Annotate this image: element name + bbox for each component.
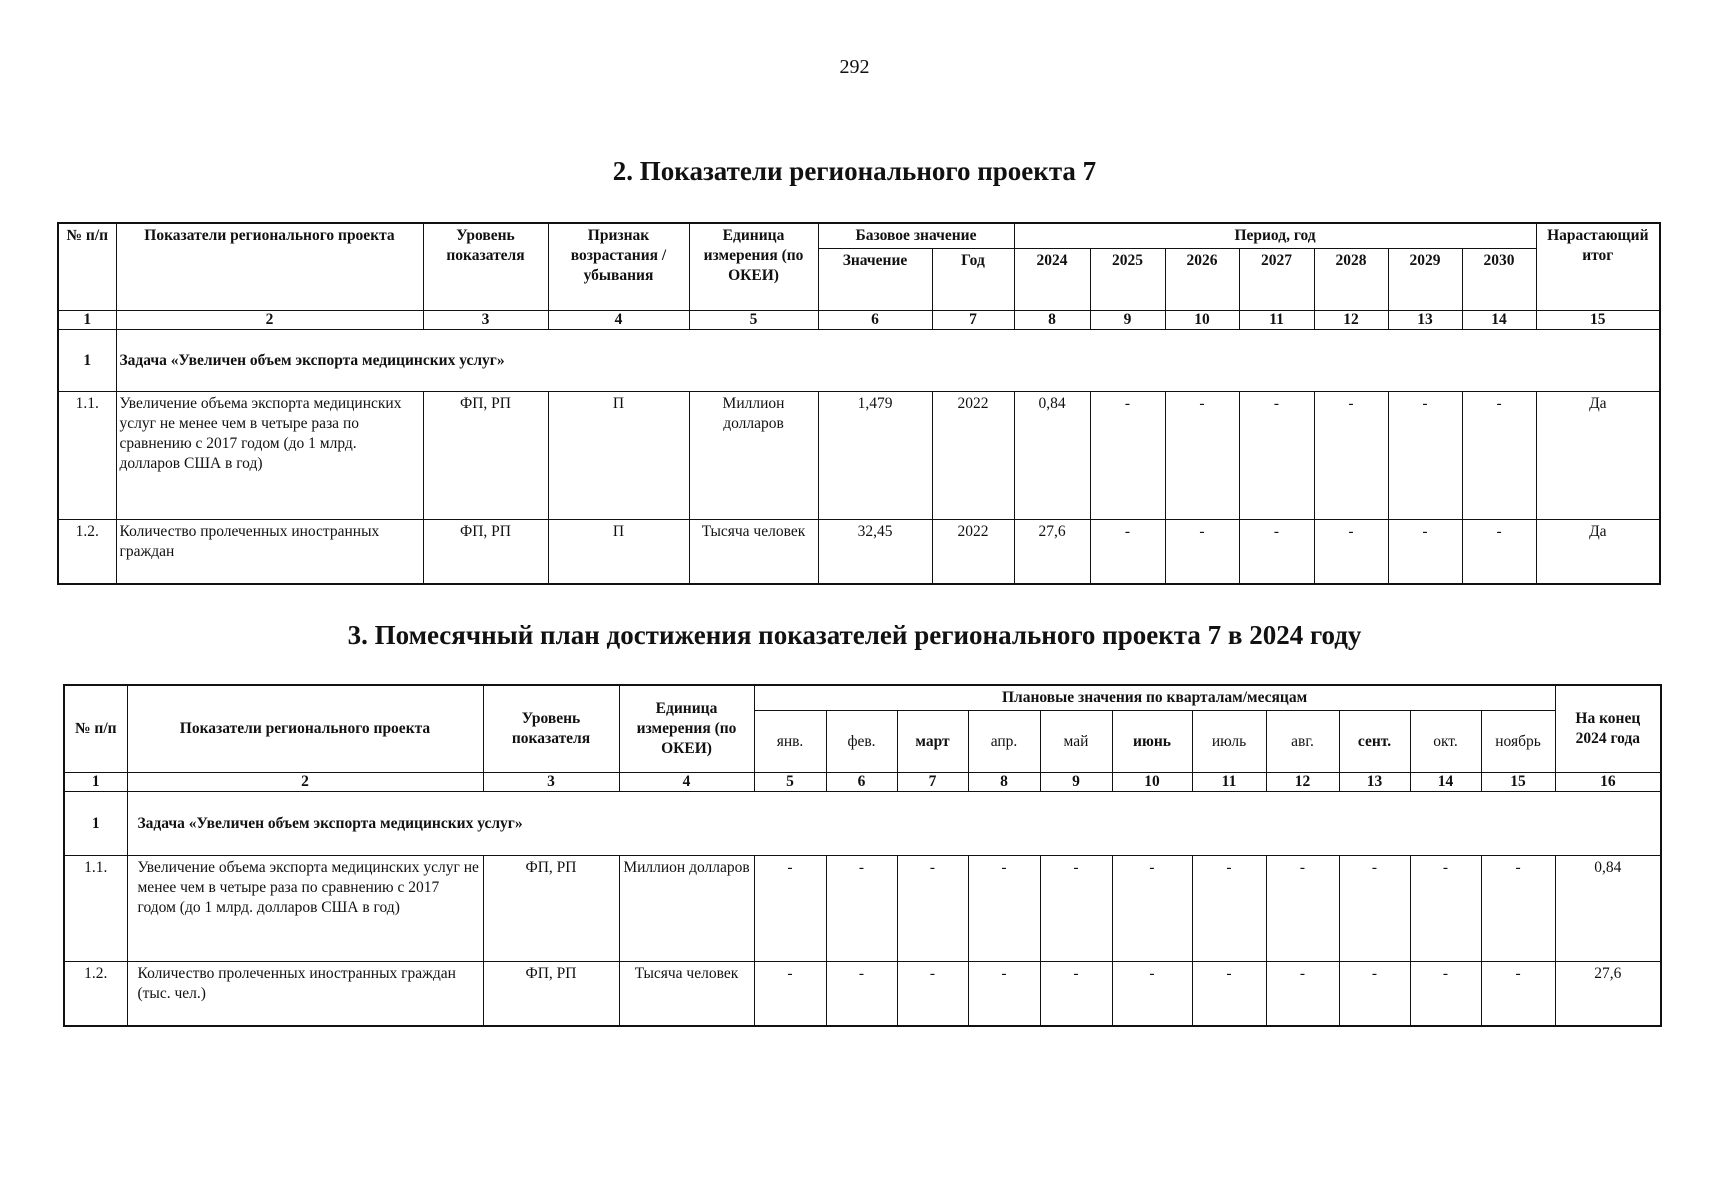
base-value: 1,479 [818, 392, 932, 520]
month-value: - [897, 962, 968, 1026]
column-index: 9 [1040, 773, 1112, 792]
col-header-year: 2028 [1314, 249, 1388, 311]
column-index: 14 [1462, 311, 1536, 330]
year-value: 27,6 [1014, 520, 1090, 584]
month-value: - [968, 962, 1040, 1026]
row-number: 1.2. [64, 962, 127, 1026]
column-index: 13 [1388, 311, 1462, 330]
monthly-plan-table [63, 684, 1662, 1027]
column-index: 4 [619, 773, 754, 792]
column-index: 15 [1536, 311, 1660, 330]
indicator-unit: Миллион долларов [689, 392, 818, 520]
month-value: - [1481, 962, 1555, 1026]
task-row [58, 330, 1660, 392]
indicator-unit: Тысяча человек [689, 520, 818, 584]
col-header-num: № п/п [58, 223, 116, 311]
column-index: 13 [1339, 773, 1410, 792]
cumulative-value: Да [1536, 392, 1660, 520]
month-value: - [1410, 962, 1481, 1026]
column-index: 3 [423, 311, 548, 330]
col-header-year: 2026 [1165, 249, 1239, 311]
col-header-month: сент. [1339, 711, 1410, 773]
column-index-row [64, 773, 1661, 792]
indicator-unit: Миллион долларов [619, 856, 754, 962]
col-header-year: 2027 [1239, 249, 1314, 311]
cumulative-value: Да [1536, 520, 1660, 584]
section-2-title: 2. Показатели регионального проекта 7 [612, 156, 1097, 186]
col-header-unit: Единица измерения (по ОКЕИ) [689, 223, 818, 311]
month-value: - [754, 962, 826, 1026]
column-index: 10 [1165, 311, 1239, 330]
year-value: - [1090, 392, 1165, 520]
year-value: 0,84 [1014, 392, 1090, 520]
year-value: - [1239, 392, 1314, 520]
col-header-period: Период, год [1014, 223, 1536, 249]
col-header-base-year: Год [932, 249, 1014, 311]
year-value: - [1165, 392, 1239, 520]
indicator-name: Количество пролеченных иностранных граждан (тыс. чел.) [127, 962, 483, 1026]
column-index: 11 [1239, 311, 1314, 330]
col-header-level: Уровень показателя [483, 685, 619, 773]
row-number: 1.2. [58, 520, 116, 584]
col-header-end-year: На конец 2024 года [1555, 685, 1661, 773]
month-value: - [1266, 856, 1339, 962]
month-value: - [1192, 856, 1266, 962]
column-index: 12 [1314, 311, 1388, 330]
table-row [58, 392, 1660, 520]
indicator-level: ФП, РП [423, 520, 548, 584]
base-value: 32,45 [818, 520, 932, 584]
month-value: - [754, 856, 826, 962]
table-row [64, 962, 1661, 1026]
column-index: 11 [1192, 773, 1266, 792]
col-header-month: авг. [1266, 711, 1339, 773]
column-index: 6 [826, 773, 897, 792]
indicators-table [57, 222, 1661, 585]
indicator-level: ФП, РП [483, 856, 619, 962]
col-header-month: июнь [1112, 711, 1192, 773]
column-index: 5 [754, 773, 826, 792]
column-index: 8 [1014, 311, 1090, 330]
table-row [64, 856, 1661, 962]
column-index: 5 [689, 311, 818, 330]
column-index: 8 [968, 773, 1040, 792]
indicator-unit: Тысяча человек [619, 962, 754, 1026]
col-header-month: май [1040, 711, 1112, 773]
task-text: Задача «Увеличен объем экспорта медицинских услуг» [116, 330, 1660, 392]
base-year: 2022 [932, 392, 1014, 520]
col-header-month: окт. [1410, 711, 1481, 773]
col-header-cumulative: Нарастающий итог [1536, 223, 1660, 311]
indicator-name: Количество пролеченных иностранных граждан [116, 520, 423, 584]
col-header-month: янв. [754, 711, 826, 773]
month-value: - [1339, 962, 1410, 1026]
indicator-level: ФП, РП [423, 392, 548, 520]
task-number: 1 [58, 330, 116, 392]
col-header-unit: Единица измерения (по ОКЕИ) [619, 685, 754, 773]
task-number: 1 [64, 792, 127, 856]
column-index: 2 [116, 311, 423, 330]
col-header-month: апр. [968, 711, 1040, 773]
month-value: - [897, 856, 968, 962]
col-header-year: 2025 [1090, 249, 1165, 311]
month-value: - [1192, 962, 1266, 1026]
base-year: 2022 [932, 520, 1014, 584]
indicator-sign: П [548, 520, 689, 584]
row-number: 1.1. [58, 392, 116, 520]
col-header-year: 2030 [1462, 249, 1536, 311]
row-number: 1.1. [64, 856, 127, 962]
year-value: - [1165, 520, 1239, 584]
col-header-base-value: Значение [818, 249, 932, 311]
column-index: 1 [58, 311, 116, 330]
column-index: 1 [64, 773, 127, 792]
col-header-year: 2029 [1388, 249, 1462, 311]
indicator-name: Увеличение объема экспорта медицинских услуг не менее чем в четыре раза по сравнению с 2017 годом (до 1 млрд. долларов США в год) [116, 392, 423, 520]
column-index: 7 [932, 311, 1014, 330]
month-value: - [1112, 856, 1192, 962]
year-value: - [1462, 392, 1536, 520]
month-value: - [1040, 856, 1112, 962]
column-index: 6 [818, 311, 932, 330]
col-header-base: Базовое значение [818, 223, 1014, 249]
column-index: 4 [548, 311, 689, 330]
month-value: - [826, 962, 897, 1026]
indicator-sign: П [548, 392, 689, 520]
column-index: 14 [1410, 773, 1481, 792]
column-index: 15 [1481, 773, 1555, 792]
page-number: 292 [839, 56, 870, 78]
column-index: 16 [1555, 773, 1661, 792]
month-value: - [1410, 856, 1481, 962]
col-header-sign: Признак возрастания / убывания [548, 223, 689, 311]
table-row [58, 520, 1660, 584]
month-value: - [826, 856, 897, 962]
col-header-month: март [897, 711, 968, 773]
month-value: - [1481, 856, 1555, 962]
col-header-month: фев. [826, 711, 897, 773]
end-year-value: 27,6 [1555, 962, 1661, 1026]
year-value: - [1388, 392, 1462, 520]
column-index: 7 [897, 773, 968, 792]
col-header-planned: Плановые значения по кварталам/месяцам [754, 685, 1555, 711]
month-value: - [1112, 962, 1192, 1026]
indicator-name: Увеличение объема экспорта медицинских услуг не менее чем в четыре раза по сравнению с 2017 годом (до 1 млрд. долларов США в год) [127, 856, 483, 962]
col-header-month: июль [1192, 711, 1266, 773]
year-value: - [1090, 520, 1165, 584]
column-index: 3 [483, 773, 619, 792]
col-header-indicator: Показатели регионального проекта [127, 685, 483, 773]
year-value: - [1239, 520, 1314, 584]
col-header-year: 2024 [1014, 249, 1090, 311]
year-value: - [1388, 520, 1462, 584]
year-value: - [1462, 520, 1536, 584]
task-row [64, 792, 1661, 856]
task-text: Задача «Увеличен объем экспорта медицинских услуг» [127, 792, 1661, 856]
year-value: - [1314, 392, 1388, 520]
column-index-row [58, 311, 1660, 330]
col-header-month: ноябрь [1481, 711, 1555, 773]
col-header-num: № п/п [64, 685, 127, 773]
col-header-indicator: Показатели регионального проекта [116, 223, 423, 311]
end-year-value: 0,84 [1555, 856, 1661, 962]
col-header-level: Уровень показателя [423, 223, 548, 311]
section-3-title: 3. Помесячный план достижения показателей регионального проекта 7 в 2024 году [347, 620, 1362, 650]
column-index: 12 [1266, 773, 1339, 792]
column-index: 10 [1112, 773, 1192, 792]
month-value: - [1339, 856, 1410, 962]
month-value: - [968, 856, 1040, 962]
year-value: - [1314, 520, 1388, 584]
indicator-level: ФП, РП [483, 962, 619, 1026]
column-index: 9 [1090, 311, 1165, 330]
column-index: 2 [127, 773, 483, 792]
month-value: - [1266, 962, 1339, 1026]
month-value: - [1040, 962, 1112, 1026]
